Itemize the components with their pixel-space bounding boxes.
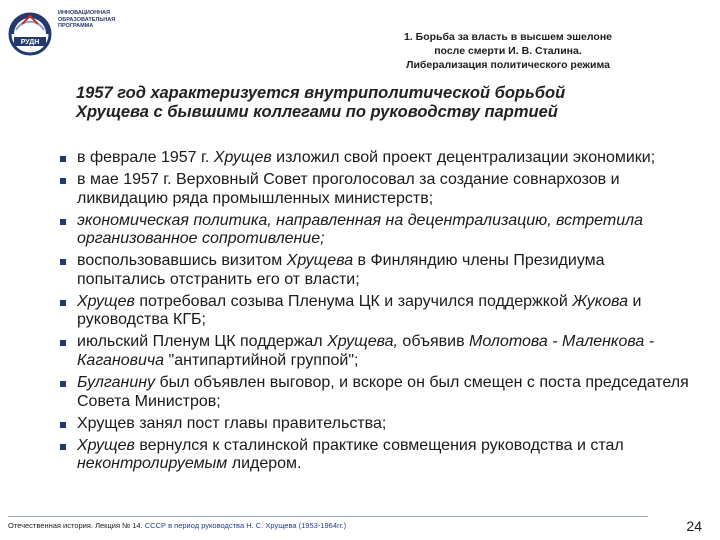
bullet-text-segment: Хрущев <box>77 436 135 454</box>
bullet-text-segment: Булганину <box>77 374 156 392</box>
bullet-text-segment: Хрущев занял пост главы правительства; <box>77 414 387 432</box>
bullet-list <box>60 149 690 477</box>
bullet-item <box>60 171 690 208</box>
square-bullet-icon <box>60 444 66 450</box>
bullet-text-segment: Жукова <box>572 292 629 310</box>
bullet-text-segment: Хрущева <box>286 252 354 270</box>
bullet-text-segment: экономическая политика, направленная на децентрализацию, встретила организованное сопротивление; <box>77 211 644 248</box>
page-number: 24 <box>686 518 702 534</box>
bullet-item <box>60 415 690 434</box>
bullet-text-segment: в Финляндию члены Президиума попытались отстранить его от власти; <box>77 252 605 288</box>
square-bullet-icon <box>60 259 66 265</box>
logo-text: ИННОВАЦИОННАЯ ОБРАЗОВАТЕЛЬНАЯ ПРОГРАММА <box>58 10 116 29</box>
bullet-item <box>60 374 690 411</box>
slide-heading-line: Хрущева с бывшими коллегами по руководству партией <box>76 103 558 121</box>
section-title-line: 1. Борьба за власть в высшем эшелоне <box>403 31 613 43</box>
bullet-item <box>60 333 690 370</box>
square-bullet-icon <box>60 340 66 346</box>
logo <box>8 10 118 58</box>
bullet-text-segment: в мае 1957 г. Верховный Совет проголосовал за создание совнархозов и ликвидацию ряда промышленных министерств; <box>77 171 620 207</box>
footer-divider <box>8 516 648 517</box>
bullet-text-segment: был объявлен выговор, и вскоре он был смещен с поста председателя Совета Министров; <box>77 374 689 410</box>
section-title-line: после смерти И. В. Сталина. <box>434 45 582 57</box>
bullet-text-segment: Молотова - Маленкова - Кагановича <box>77 333 655 369</box>
bullet-item <box>60 437 690 474</box>
bullet-text-segment: июльский Пленум ЦК поддержал <box>77 333 328 351</box>
bullet-text-segment: "антипартийной группой"; <box>164 351 359 369</box>
footer-lecture-title: СССР в период руководства Н. С. Хрущева (1953-1964гг.) <box>144 521 347 530</box>
square-bullet-icon <box>60 219 66 225</box>
bullet-text-segment: в феврале 1957 г. <box>77 149 214 166</box>
bullet-text-segment: изложил свой проект децентрализации экономики; <box>271 149 656 166</box>
bullet-text-segment: воспользовавшись визитом <box>77 252 287 270</box>
bullet-text-segment: лидером. <box>227 455 302 473</box>
footer-course: Отечественная история. Лекция № 14. <box>8 521 145 530</box>
footer-caption <box>8 521 346 530</box>
bullet-item <box>60 212 690 249</box>
square-bullet-icon <box>60 178 66 184</box>
square-bullet-icon <box>60 300 66 306</box>
slide-heading-line: 1957 год характеризуется внутриполитической борьбой <box>76 84 566 102</box>
square-bullet-icon <box>60 422 66 428</box>
bullet-text-segment: объявив <box>397 333 470 351</box>
square-bullet-icon <box>60 381 66 387</box>
bullet-text-segment: вернулся к сталинской практике совмещения руководства и стал <box>134 436 624 454</box>
bullet-item <box>60 293 690 330</box>
bullet-text-segment: Хрущев <box>77 292 135 310</box>
slide-heading <box>76 84 676 122</box>
logo-badge-text: РУДН <box>20 39 40 46</box>
slide-section-title <box>358 30 658 72</box>
bullet-text-segment: потребовал созыва Пленума ЦК и заручился поддержкой <box>134 292 573 310</box>
section-title-line: Либерализация политического режима <box>406 59 610 71</box>
globe-logo-icon <box>8 10 56 58</box>
square-bullet-icon <box>60 156 66 162</box>
bullet-text-segment: неконтролируемым <box>77 455 228 473</box>
bullet-text-segment: Хрущева, <box>327 333 398 351</box>
bullet-text-segment: и руководства КГБ; <box>77 292 642 329</box>
bullet-item <box>60 149 690 168</box>
bullet-item <box>60 252 690 289</box>
bullet-text-segment: Хрущев <box>213 149 272 166</box>
